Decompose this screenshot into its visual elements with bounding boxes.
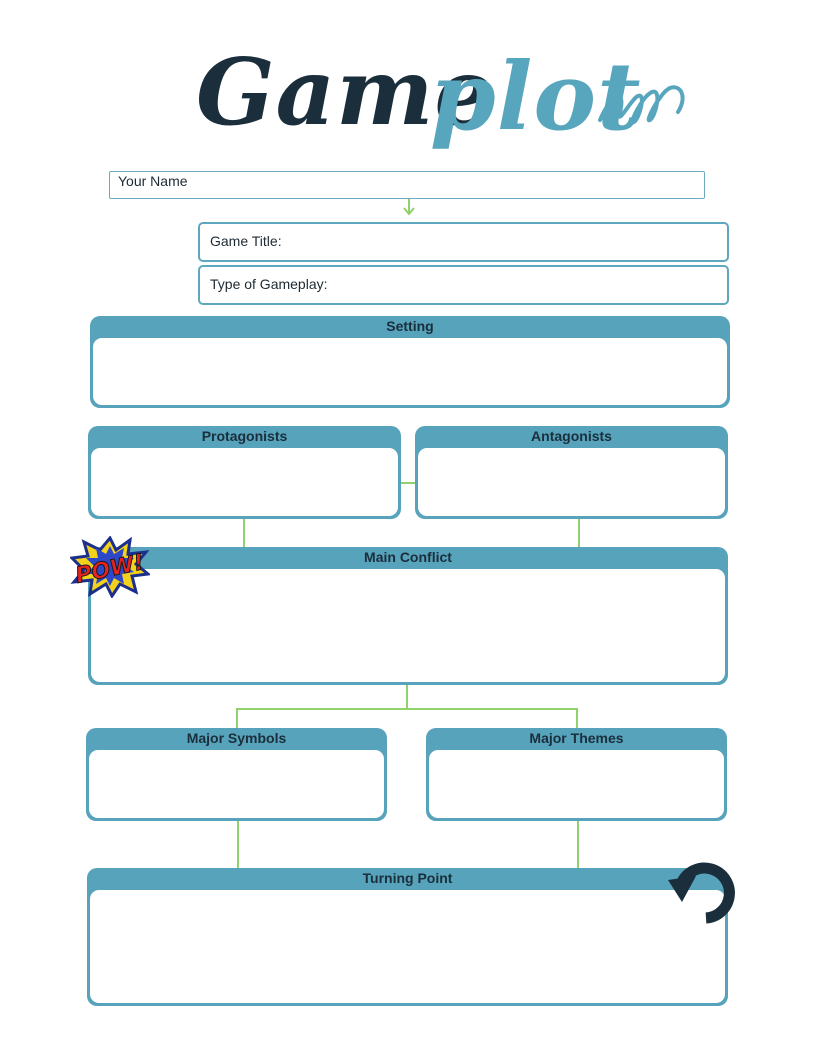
pow-sticker-text: POW! xyxy=(73,550,147,589)
connector-line xyxy=(577,820,579,868)
setting-input-area[interactable] xyxy=(93,338,727,405)
connector-line xyxy=(243,519,245,548)
turning-point-panel xyxy=(87,868,728,1006)
main-conflict-heading: Main Conflict xyxy=(364,549,452,565)
turning-point-heading: Turning Point xyxy=(362,870,453,886)
major-themes-panel xyxy=(426,728,727,821)
connector-line xyxy=(237,820,239,868)
connector-line xyxy=(236,708,578,710)
main-conflict-input-area[interactable] xyxy=(91,569,725,682)
your-name-label: Your Name xyxy=(118,173,188,189)
major-symbols-input-area[interactable] xyxy=(89,750,384,818)
protagonists-input-area[interactable] xyxy=(91,448,398,516)
major-symbols-heading: Major Symbols xyxy=(186,730,287,746)
connector-line xyxy=(578,519,580,548)
gameplay-type-label: Type of Gameplay: xyxy=(210,276,328,292)
connector-line xyxy=(576,708,578,728)
setting-heading: Setting xyxy=(386,318,434,334)
squiggle-icon xyxy=(598,78,690,134)
setting-panel xyxy=(90,316,730,408)
game-title-label: Game Title: xyxy=(210,233,282,249)
antagonists-panel xyxy=(415,426,728,519)
arrow-down-icon xyxy=(402,198,416,216)
protagonists-panel xyxy=(88,426,401,519)
major-themes-input-area[interactable] xyxy=(429,750,724,818)
main-conflict-panel xyxy=(88,547,728,685)
major-symbols-panel xyxy=(86,728,387,821)
protagonists-heading: Protagonists xyxy=(201,428,288,444)
antagonists-heading: Antagonists xyxy=(531,428,612,444)
undo-arrow-icon xyxy=(666,856,744,926)
game-title-field[interactable] xyxy=(198,222,729,262)
antagonists-input-area[interactable] xyxy=(418,448,725,516)
gameplay-type-field[interactable] xyxy=(198,265,729,305)
your-name-field[interactable] xyxy=(109,171,705,199)
connector-line xyxy=(406,684,408,710)
major-themes-heading: Major Themes xyxy=(529,730,624,746)
title-word-game: Game xyxy=(196,38,495,146)
pow-sticker-icon xyxy=(70,536,150,598)
title-word-plot: plot xyxy=(430,42,642,152)
turning-point-input-area[interactable] xyxy=(90,890,725,1003)
connector-line xyxy=(400,482,416,484)
connector-line xyxy=(236,708,238,728)
